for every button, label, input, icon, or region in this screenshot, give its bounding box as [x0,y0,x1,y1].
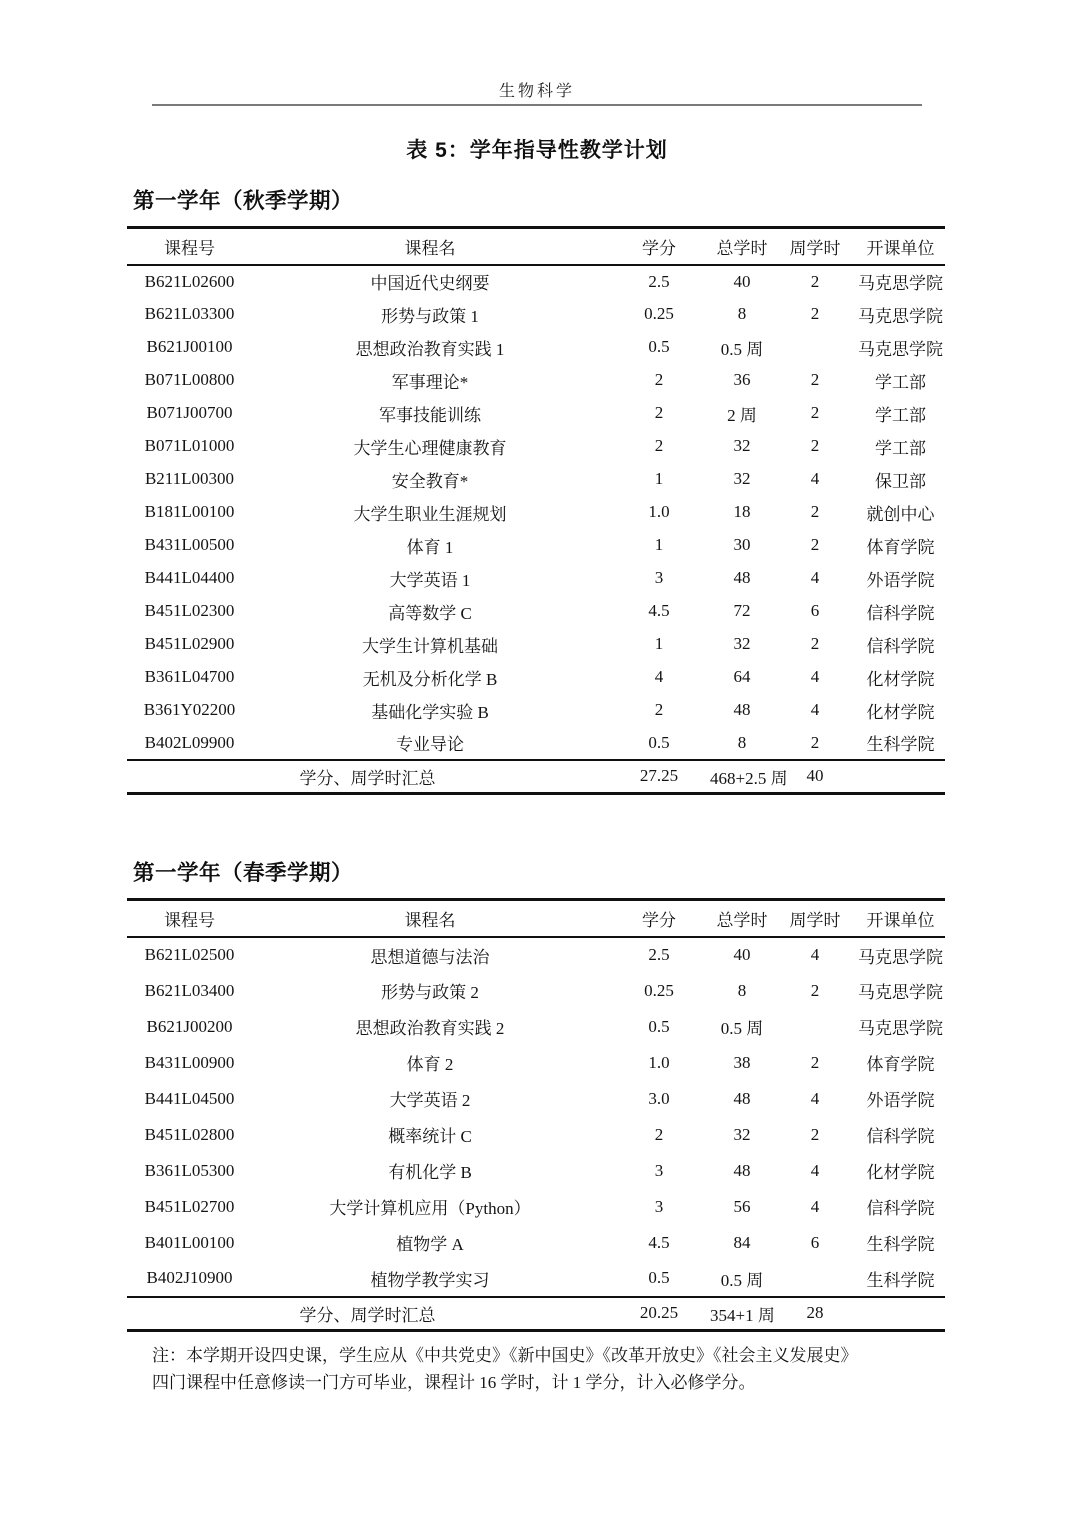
department-cell: 化材学院 [866,669,935,689]
table-row [127,430,945,463]
summary-total-hours: 354+1 周 [710,1297,774,1331]
summary-label: 学分、周学时汇总 [127,1297,608,1331]
course-name-cell: 思想政治教育实践 2 [355,1019,505,1038]
weekly-hours-cell: 6 [810,1232,820,1252]
credits-cell: 1.0 [648,502,670,521]
course-code-cell: B211L00300 [144,469,235,488]
table-row [127,661,945,694]
table-row [127,397,945,430]
course-code-cell: B451L02900 [144,634,235,653]
course-name-cell: 体育 2 [406,1055,454,1074]
total-hours-cell: 40 [733,945,751,964]
table-row [127,628,945,661]
weekly-hours-cell: 4 [810,667,820,686]
course-name-cell: 大学生职业生涯规划 [353,504,507,524]
weekly-hours-cell: 4 [810,1088,820,1108]
footnote [152,1342,942,1396]
footnote-line-1: 注：本学期开设四史课，学生应从《中共党史》《新中国史》《改革开放史》《社会主义发展史》 [152,1346,858,1365]
credits-cell: 0.25 [644,980,674,1000]
department-cell: 生科学院 [866,1235,935,1254]
course-code-cell: B401L00100 [144,1232,235,1252]
summary-credits: 20.25 [608,1297,710,1331]
weekly-hours-cell: 2 [810,634,820,653]
weekly-hours-cell: 2 [810,535,820,554]
total-hours-cell: 32 [733,1124,751,1144]
course-name-cell: 高等数学 C [388,603,472,623]
column-header: 总学时 [710,900,774,937]
summary-weekly-hours: 40 [774,760,856,794]
credits-cell: 0.5 [648,1016,670,1036]
table-row [127,1045,945,1081]
course-code-cell: B451L02800 [144,1124,235,1144]
credits-cell: 3 [654,1196,664,1216]
summary-row [127,1297,945,1331]
course-code-cell: B441L04500 [144,1088,235,1108]
table-row [127,529,945,562]
weekly-hours-cell: 4 [810,568,820,587]
table-row [127,562,945,595]
table-row [127,1153,945,1189]
table-row [127,937,945,973]
department-cell: 马克思学院 [858,306,943,326]
course-name-cell: 概率统计 C [388,1127,472,1146]
header-rule-divider [152,104,922,106]
table-row [127,595,945,628]
weekly-hours-cell: 2 [810,980,820,1000]
credits-cell: 2 [654,700,664,719]
course-code-cell: B621L02600 [144,271,235,291]
department-cell: 马克思学院 [858,983,943,1002]
credits-cell: 0.25 [644,304,674,323]
course-code-cell: B071L00800 [144,370,235,389]
total-hours-cell: 38 [733,1052,751,1072]
total-hours-cell: 40 [733,271,751,291]
course-code-cell: B451L02700 [144,1196,235,1216]
table-row [127,727,945,760]
course-name-cell: 大学英语 2 [389,1091,471,1110]
footnote-line-2: 四门课程中任意修读一门方可毕业，课程计 16 学时，计 1 学分，计入必修学分。 [152,1373,756,1392]
weekly-hours-cell: 4 [810,1160,820,1180]
total-hours-cell: 32 [733,469,751,488]
course-name-cell: 大学英语 1 [389,570,471,590]
course-name-cell: 思想道德与法治 [370,947,490,967]
department-cell: 生科学院 [866,735,935,754]
column-header: 总学时 [710,228,774,265]
total-hours-cell: 2 周 [727,405,757,425]
course-code-cell: B451L02300 [144,601,235,620]
course-name-cell: 无机及分析化学 B [362,669,498,689]
summary-weekly-hours: 28 [774,1297,856,1331]
page-title: 表 5：学年指导性教学计划 [406,139,668,162]
course-code-cell: B402L09900 [144,732,235,752]
column-header: 周学时 [774,900,856,937]
weekly-hours-cell: 4 [810,700,820,719]
summary-credits: 27.25 [608,760,710,794]
total-hours-cell: 0.5 周 [720,1270,764,1290]
total-hours-cell: 8 [737,732,747,752]
total-hours-cell: 18 [733,502,751,521]
department-cell: 生科学院 [866,1270,935,1290]
table-row [127,364,945,397]
course-code-cell: B181L00100 [144,502,235,521]
weekly-hours-cell: 2 [810,436,820,455]
credits-cell: 3.0 [648,1088,670,1108]
total-hours-cell: 64 [733,667,751,686]
course-code-cell: B071L01000 [144,436,235,455]
credits-cell: 2.5 [648,945,670,964]
weekly-hours-cell: 4 [810,1196,820,1216]
weekly-hours-cell: 4 [810,945,820,964]
course-name-cell: 思想政治教育实践 1 [355,339,505,359]
credits-cell: 2 [654,1124,664,1144]
course-name-cell: 大学生计算机基础 [362,636,498,656]
weekly-hours-cell: 2 [810,304,820,323]
department-cell: 信科学院 [866,603,935,623]
total-hours-cell: 56 [733,1196,751,1216]
summary-total-hours: 468+2.5 周 [710,760,774,794]
credits-cell: 4 [654,667,664,686]
department-cell: 信科学院 [866,636,935,656]
course-name-cell: 大学计算机应用（Python） [329,1199,531,1218]
summary-label: 学分、周学时汇总 [127,760,608,794]
department-cell: 信科学院 [866,1199,935,1218]
credits-cell: 1 [654,469,664,488]
credits-cell: 1 [654,535,664,554]
course-name-cell: 植物学 A [396,1235,464,1254]
course-name-cell: 专业导论 [396,735,464,754]
table-row [127,496,945,529]
table-row [127,331,945,364]
department-cell: 马克思学院 [858,274,943,293]
course-code-cell: B621L02500 [144,945,235,964]
course-name-cell: 军事技能训练 [379,405,481,425]
column-header: 学分 [608,228,710,265]
course-code-cell: B361Y02200 [143,700,236,719]
weekly-hours-cell [774,1009,856,1045]
course-name-cell: 形势与政策 1 [381,306,479,326]
credits-cell: 0.5 [648,1268,670,1287]
section-heading: 第一学年（春季学期） [133,861,354,885]
table-header-row [127,900,945,937]
weekly-hours-cell: 2 [810,1124,820,1144]
table-row [127,1081,945,1117]
course-name-cell: 体育 1 [406,537,454,557]
course-name-cell: 安全教育* [391,471,469,491]
table-body [127,937,945,1297]
total-hours-cell: 48 [733,700,751,719]
credits-cell: 4.5 [648,1232,670,1252]
credits-cell: 2.5 [648,271,670,291]
department-cell: 马克思学院 [858,339,943,359]
weekly-hours-cell [774,331,856,364]
summary-empty-cell [856,760,945,794]
total-hours-cell: 84 [733,1232,751,1252]
weekly-hours-cell: 2 [810,732,820,752]
credits-cell: 2 [654,370,664,389]
table-header-row [127,228,945,265]
weekly-hours-cell: 2 [810,403,820,422]
credits-cell: 0.5 [648,337,670,356]
department-cell: 保卫部 [875,471,926,491]
total-hours-cell: 8 [737,304,747,323]
table-row [127,298,945,331]
credits-cell: 3 [654,1160,664,1180]
table-row [127,265,945,298]
course-table [127,226,945,795]
course-name-cell: 基础化学实验 B [371,702,489,722]
column-header: 课程名 [252,228,608,265]
table-row [127,694,945,727]
column-header: 周学时 [774,228,856,265]
total-hours-cell: 0.5 周 [720,339,764,359]
course-code-cell: B402J10900 [146,1268,233,1287]
total-hours-cell: 48 [733,1160,751,1180]
credits-cell: 2 [654,436,664,455]
column-header: 课程号 [127,900,252,937]
total-hours-cell: 36 [733,370,751,389]
department-cell: 体育学院 [866,537,935,557]
semester-tables [0,184,1074,1332]
weekly-hours-cell: 2 [810,502,820,521]
table-row [127,463,945,496]
column-header: 开课单位 [856,900,945,937]
weekly-hours-cell: 6 [810,601,820,620]
course-code-cell: B621L03300 [144,304,235,323]
course-name-cell: 大学生心理健康教育 [353,438,507,458]
department-cell: 学工部 [875,372,926,392]
department-cell: 信科学院 [866,1127,935,1146]
total-hours-cell: 0.5 周 [720,1019,764,1038]
weekly-hours-cell: 2 [810,1052,820,1072]
course-code-cell: B071J00700 [146,403,233,422]
total-hours-cell: 8 [737,980,747,1000]
department-cell: 化材学院 [866,1163,935,1182]
summary-empty-cell [856,1297,945,1331]
department-cell: 马克思学院 [858,1019,943,1038]
course-code-cell: B441L04400 [144,568,235,587]
course-code-cell: B361L05300 [144,1160,235,1180]
section-heading: 第一学年（秋季学期） [133,189,354,213]
table-body [127,265,945,760]
department-cell: 学工部 [875,405,926,425]
weekly-hours-cell: 4 [810,469,820,488]
department-cell: 外语学院 [866,1091,935,1110]
course-code-cell: B621J00100 [146,337,233,356]
course-table [127,898,945,1332]
total-hours-cell: 32 [733,634,751,653]
course-name-cell: 植物学教学实习 [370,1270,490,1290]
department-cell: 学工部 [875,438,926,458]
table-row [127,1225,945,1261]
total-hours-cell: 30 [733,535,751,554]
column-header: 课程号 [127,228,252,265]
table-row [127,973,945,1009]
weekly-hours-cell [774,1261,856,1297]
table-row [127,1189,945,1225]
course-code-cell: B431L00500 [144,535,235,554]
table-row [127,1117,945,1153]
department-cell: 体育学院 [866,1055,935,1074]
department-cell: 就创中心 [866,504,935,524]
total-hours-cell: 72 [733,601,751,620]
course-code-cell: B361L04700 [144,667,235,686]
table-row [127,1009,945,1045]
total-hours-cell: 48 [733,1088,751,1108]
course-name-cell: 军事理论* [391,372,469,392]
course-code-cell: B621L03400 [144,980,235,1000]
credits-cell: 1 [654,634,664,653]
column-header: 学分 [608,900,710,937]
credits-cell: 0.5 [648,732,670,752]
course-code-cell: B621J00200 [146,1016,233,1036]
course-name-cell: 形势与政策 2 [381,983,479,1002]
column-header: 开课单位 [856,228,945,265]
credits-cell: 3 [654,568,664,587]
column-header: 课程名 [252,900,608,937]
summary-row [127,760,945,794]
credits-cell: 2 [654,403,664,422]
total-hours-cell: 48 [733,568,751,587]
course-code-cell: B431L00900 [144,1052,235,1072]
department-cell: 化材学院 [866,702,935,722]
weekly-hours-cell: 2 [810,271,820,291]
weekly-hours-cell: 2 [810,370,820,389]
course-name-cell: 有机化学 B [388,1163,472,1182]
department-cell: 马克思学院 [858,947,943,967]
credits-cell: 4.5 [648,601,670,620]
course-name-cell: 中国近代史纲要 [370,274,490,293]
total-hours-cell: 32 [733,436,751,455]
running-header: 生物科学 [498,83,575,100]
table-row [127,1261,945,1297]
credits-cell: 1.0 [648,1052,670,1072]
department-cell: 外语学院 [866,570,935,590]
